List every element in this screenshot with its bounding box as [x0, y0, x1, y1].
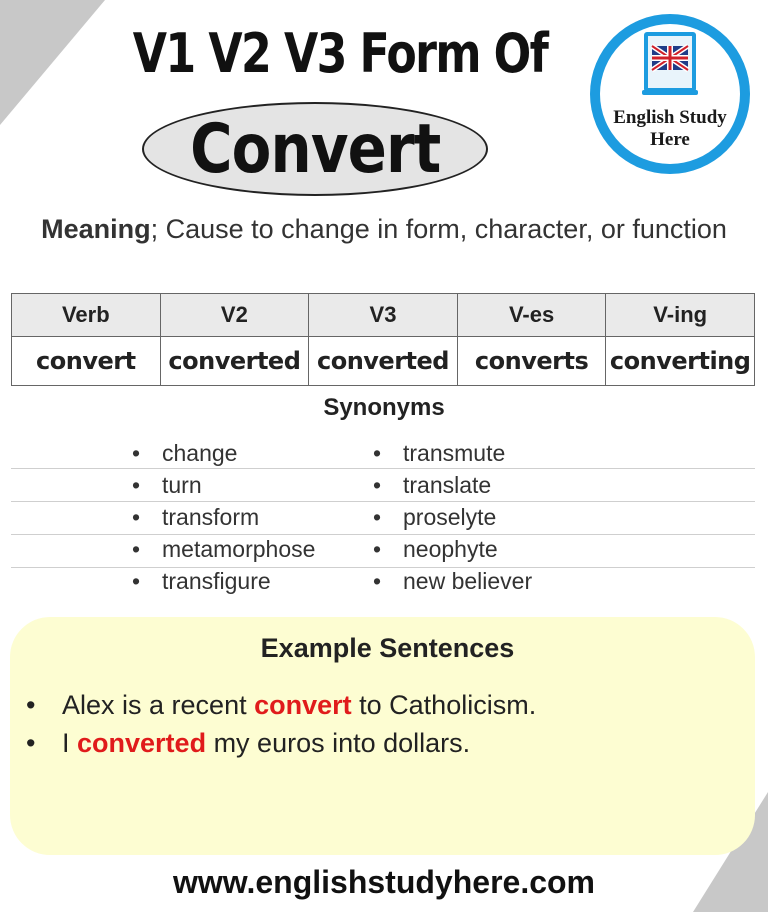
- synonyms-right-column: [373, 438, 532, 598]
- synonyms-left-column: [132, 438, 315, 598]
- table-header-row: [12, 294, 755, 337]
- bullet: •: [373, 472, 382, 498]
- meaning-label: Meaning: [41, 214, 151, 244]
- verb-forms-table: [11, 293, 755, 386]
- synonym: turn: [162, 472, 202, 498]
- list-item: [132, 534, 315, 566]
- meaning: [40, 210, 728, 248]
- bullet: •: [132, 440, 141, 466]
- list-item: [132, 502, 315, 534]
- bullet: •: [373, 504, 382, 530]
- bullet: •: [132, 472, 141, 498]
- logo-text-line2: Here: [650, 129, 690, 150]
- bullet: •: [132, 568, 141, 594]
- table-row: [12, 337, 755, 386]
- page-title: V1 V2 V3 Form Of: [132, 22, 548, 85]
- sentence-text: I: [62, 728, 78, 758]
- bullet: •: [26, 690, 36, 720]
- list-item: [373, 566, 532, 598]
- cell-v3: converted: [309, 337, 458, 386]
- list-item: [373, 438, 532, 470]
- bullet: •: [373, 568, 382, 594]
- logo: [586, 10, 754, 178]
- list-item: [373, 534, 532, 566]
- list-item: [26, 724, 536, 762]
- bullet: •: [132, 504, 141, 530]
- synonym: proselyte: [403, 504, 497, 530]
- sentence-text: Alex is a recent: [62, 690, 255, 720]
- cell-v-es: converts: [457, 337, 606, 386]
- meaning-text: ; Cause to change in form, character, or function: [150, 214, 727, 244]
- cell-verb: convert: [12, 337, 161, 386]
- footer-url[interactable]: www.englishstudyhere.com: [172, 864, 595, 900]
- sentence-highlight: converted: [77, 728, 207, 758]
- header-verb: Verb: [12, 294, 161, 337]
- list-item: [373, 502, 532, 534]
- list-item: [132, 438, 315, 470]
- verb-heading: Convert: [189, 109, 441, 189]
- header-v3: V3: [309, 294, 458, 337]
- list-item: [132, 566, 315, 598]
- bullet: •: [373, 536, 382, 562]
- example-sentences-list: [26, 686, 536, 762]
- book-with-uk-flag-icon: [642, 32, 698, 95]
- header-v-es: V-es: [457, 294, 606, 337]
- synonym: transmute: [403, 440, 506, 466]
- list-item: [132, 470, 315, 502]
- example-sentences-title: Example Sentences: [260, 633, 515, 663]
- sentence-highlight: convert: [254, 690, 352, 720]
- header-v2: V2: [160, 294, 309, 337]
- header-v-ing: V-ing: [606, 294, 755, 337]
- synonym: transfigure: [162, 568, 271, 594]
- verb-oval: [142, 102, 488, 196]
- corner-decoration-top-left: [0, 0, 105, 125]
- logo-text-line1: English Study: [613, 107, 727, 128]
- synonym: neophyte: [403, 536, 498, 562]
- synonyms-title: Synonyms: [323, 394, 445, 421]
- synonym: transform: [162, 504, 260, 530]
- list-item: [26, 686, 536, 724]
- synonym: change: [162, 440, 238, 466]
- cell-v-ing: converting: [606, 337, 755, 386]
- bullet: •: [132, 536, 141, 562]
- bullet: •: [373, 440, 382, 466]
- synonym: new believer: [403, 568, 533, 594]
- sentence-text: my euros into dollars.: [206, 728, 471, 758]
- cell-v2: converted: [160, 337, 309, 386]
- synonym: translate: [403, 472, 492, 498]
- sentence-text: to Catholicism.: [351, 690, 537, 720]
- synonym: metamorphose: [162, 536, 316, 562]
- bullet: •: [26, 728, 36, 758]
- list-item: [373, 470, 532, 502]
